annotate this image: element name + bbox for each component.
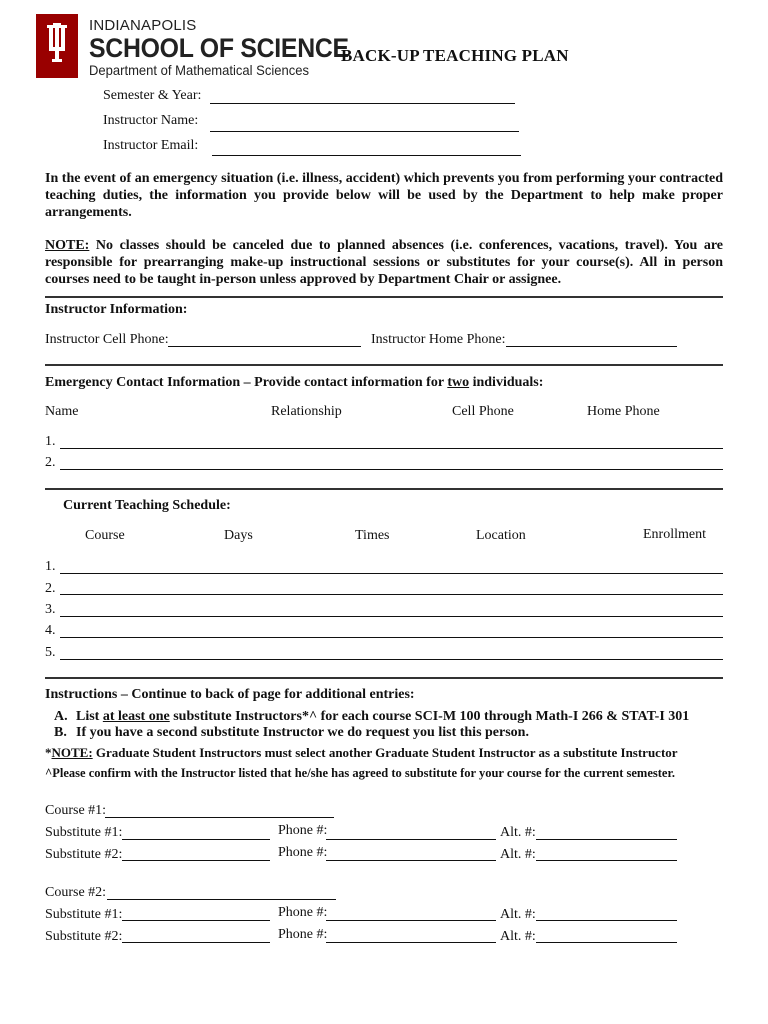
emergency-row-input-line[interactable] <box>60 469 723 470</box>
course-2-sub2-alt-label: Alt. #: <box>500 929 536 944</box>
course-2-sub2-label: Substitute #2: <box>45 929 123 944</box>
emergency-row-input-line[interactable] <box>60 448 723 449</box>
course-1-sub2-alt-label: Alt. #: <box>500 847 536 862</box>
schedule-row-input-line[interactable] <box>60 659 723 660</box>
confirm-note: ^Please confirm with the Instructor listed that he/she has agreed to substitute for your course for the current semester. <box>45 766 675 780</box>
brand-block <box>89 18 371 78</box>
brand-line-3: Department of Mathematical Sciences <box>89 62 310 78</box>
note-paragraph <box>45 237 723 288</box>
instructor-email-label: Instructor Email: <box>103 138 199 153</box>
intro-paragraph: In the event of an emergency situation (i.e. illness, accident) which prevents you from performing your contracted teaching duties, the information you provide below will be used by the Department to help make proper arrangements. <box>45 171 723 220</box>
course-1-sub1-alt-label: Alt. #: <box>500 825 536 840</box>
cell-phone-label: Instructor Cell Phone: <box>45 332 169 347</box>
instruction-b: If you have a second substitute Instructor we do request you list this person. <box>76 725 529 740</box>
section-divider <box>45 488 723 490</box>
schedule-col-location: Location <box>476 528 526 543</box>
course-2-sub1-alt-input-line[interactable] <box>536 920 677 921</box>
schedule-row-number: 5. <box>45 645 56 660</box>
course-2-input-line[interactable] <box>107 899 336 900</box>
instructions-heading: Instructions – Continue to back of page for additional entries: <box>45 687 415 702</box>
schedule-row-number: 2. <box>45 581 56 596</box>
instruction-a: List at least one substitute Instructors*^ for each course SCI-M 100 through Math-I 266 & STAT-I 301 <box>76 709 690 724</box>
course-2-sub2-phone-label: Phone #: <box>278 927 328 942</box>
schedule-row-input-line[interactable] <box>60 594 723 595</box>
emergency-heading: Emergency Contact Information – Provide contact information for two individuals: <box>45 375 544 390</box>
instruction-b-marker: B. <box>54 725 67 740</box>
instructor-name-label: Instructor Name: <box>103 113 199 128</box>
brand-line-1: INDIANAPOLIS <box>89 17 197 34</box>
schedule-row-input-line[interactable] <box>60 573 723 574</box>
semester-label: Semester & Year: <box>103 88 202 103</box>
home-phone-input-line[interactable] <box>506 346 677 347</box>
course-2-sub1-phone-label: Phone #: <box>278 905 328 920</box>
course-1-sub2-input-line[interactable] <box>122 860 270 861</box>
schedule-col-course: Course <box>85 528 125 543</box>
instructor-info-heading: Instructor Information: <box>45 302 188 317</box>
course-1-sub1-label: Substitute #1: <box>45 825 123 840</box>
course-2-sub2-phone-input-line[interactable] <box>326 942 496 943</box>
instructor-email-input-line[interactable] <box>212 155 521 156</box>
schedule-row-number: 1. <box>45 559 56 574</box>
instruction-a-marker: A. <box>54 709 68 724</box>
course-2-sub2-alt-input-line[interactable] <box>536 942 677 943</box>
semester-input-line[interactable] <box>210 103 515 104</box>
schedule-row-number: 4. <box>45 623 56 638</box>
emergency-row-number: 1. <box>45 434 56 449</box>
course-1-sub1-phone-input-line[interactable] <box>326 839 496 840</box>
instructor-name-input-line[interactable] <box>210 131 519 132</box>
schedule-row-input-line[interactable] <box>60 616 723 617</box>
course-1-sub1-phone-label: Phone #: <box>278 823 328 838</box>
schedule-col-days: Days <box>224 528 253 543</box>
note-label: NOTE: <box>45 238 90 253</box>
course-1-label: Course #1: <box>45 803 107 818</box>
course-2-sub1-alt-label: Alt. #: <box>500 907 536 922</box>
home-phone-label: Instructor Home Phone: <box>371 332 506 347</box>
emergency-col-home-phone: Home Phone <box>587 404 660 419</box>
schedule-heading: Current Teaching Schedule: <box>63 498 231 513</box>
emergency-row-number: 2. <box>45 455 56 470</box>
university-logo <box>36 14 78 78</box>
graduate-note: *NOTE: Graduate Student Instructors must select another Graduate Student Instructor as a substitute Instructor <box>45 745 678 760</box>
course-1-sub1-input-line[interactable] <box>122 839 270 840</box>
section-divider <box>45 364 723 366</box>
course-1-sub1-alt-input-line[interactable] <box>536 839 677 840</box>
section-divider <box>45 296 723 298</box>
brand-line-2: SCHOOL OF SCIENCE <box>89 33 349 63</box>
cell-phone-input-line[interactable] <box>168 346 361 347</box>
course-1-sub2-phone-input-line[interactable] <box>326 860 496 861</box>
trident-logo-icon <box>42 23 72 69</box>
emergency-col-cell-phone: Cell Phone <box>452 404 514 419</box>
course-2-sub1-label: Substitute #1: <box>45 907 123 922</box>
course-1-sub2-phone-label: Phone #: <box>278 845 328 860</box>
emergency-col-name: Name <box>45 404 79 419</box>
page-title: BACK-UP TEACHING PLAN <box>341 46 569 65</box>
schedule-row-input-line[interactable] <box>60 637 723 638</box>
schedule-col-enrollment: Enrollment <box>643 527 706 542</box>
section-divider <box>45 677 723 679</box>
course-2-sub1-phone-input-line[interactable] <box>326 920 496 921</box>
schedule-col-times: Times <box>355 528 390 543</box>
course-1-sub2-label: Substitute #2: <box>45 847 123 862</box>
course-1-sub2-alt-input-line[interactable] <box>536 860 677 861</box>
course-1-input-line[interactable] <box>105 817 334 818</box>
course-2-sub1-input-line[interactable] <box>122 920 270 921</box>
course-2-sub2-input-line[interactable] <box>122 942 270 943</box>
course-2-label: Course #2: <box>45 885 107 900</box>
emergency-col-relationship: Relationship <box>271 404 342 419</box>
schedule-row-number: 3. <box>45 602 56 617</box>
note-text: No classes should be canceled due to planned absences (i.e. conferences, vacations, travel). You are responsible for prearranging make-up instructional sessions or substitutes for your course(s). All in person courses need to be taught in-person unless approved by Department Chair or assignee. <box>45 238 723 287</box>
